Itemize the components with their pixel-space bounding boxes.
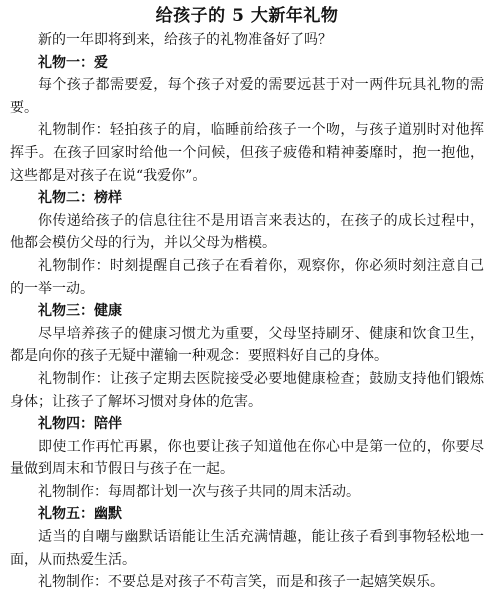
gift-1-method: 礼物制作：轻拍孩子的肩，临睡前给孩子一个吻，与孩子道别时对他挥挥手。在孩子回家时给他一个问候，但孩子疲倦和精神萎靡时，抱一抱他，这些都是对孩子在说“我爱你”。 xyxy=(10,122,484,184)
gift-2-description: 你传递给孩子的信息往往不是用语言来表达的，在孩子的成长过程中，他都会模仿父母的行为，并以父母为楷模。 xyxy=(10,212,484,252)
gift-3-method: 礼物制作：让孩子定期去医院接受必要地健康检查；鼓励支持他们锻炼身体；让孩子了解坏习惯对身体的危害。 xyxy=(10,370,484,410)
gift-5-description: 适当的自嘲与幽默话语能让生活充满情趣，能让孩子看到事物轻松地一面，从而热爱生活。 xyxy=(10,529,484,568)
gift-5-heading: 礼物五：幽默 xyxy=(38,506,122,523)
gift-4-heading: 礼物四：陪伴 xyxy=(38,416,122,433)
intro-paragraph: 新的一年即将到来，给孩子的礼物准备好了吗？ xyxy=(38,32,332,48)
gift-3-heading: 礼物三：健康 xyxy=(38,303,122,320)
gift-4-method: 礼物制作：每周都计划一次与孩子共同的周末活动。 xyxy=(38,483,360,500)
gift-4-description: 即使工作再忙再累，你也要让孩子知道他在你心中是第一位的，你要尽量做到周末和节假日与孩子在一起。 xyxy=(10,438,484,478)
gift-5-method: 礼物制作：不要总是对孩子不苟言笑，而是和孩子一起嬉笑娱乐。 xyxy=(38,574,444,591)
gift-1-heading: 礼物一：爱 xyxy=(38,54,108,71)
gift-2-heading: 礼物二：榜样 xyxy=(38,190,122,207)
gift-3-description: 尽早培养孩子的健康习惯尤为重要，父母坚持刷牙、健康和饮食卫生，都是向你的孩子无疑中灌输一种观念：要照料好自己的身体。 xyxy=(10,325,484,365)
gift-2-method: 礼物制作：时刻提醒自己孩子在看着你，观察你，你必须时刻注意自己的一举一动。 xyxy=(10,257,484,297)
gift-1-description: 每个孩子都需要爱，每个孩子对爱的需要远甚于对一两件玩具礼物的需要。 xyxy=(10,77,484,116)
document-title: 给孩子的 5 大新年礼物 xyxy=(155,6,339,26)
